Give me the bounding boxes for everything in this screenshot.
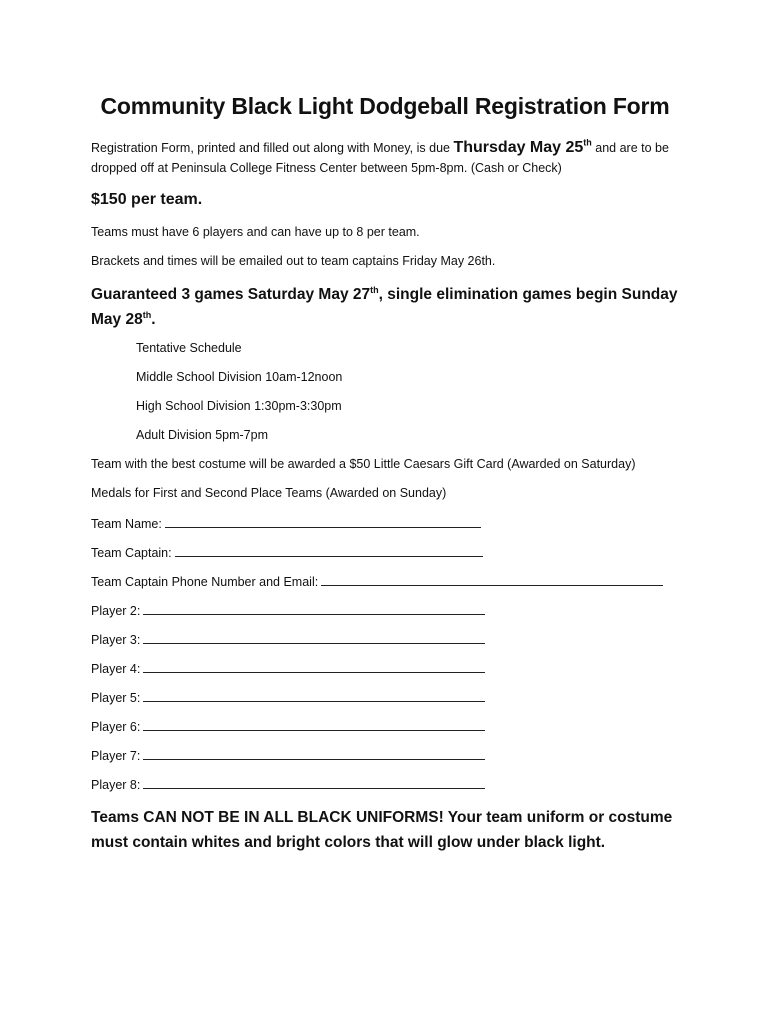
captain-contact-label: Team Captain Phone Number and Email: (91, 575, 319, 589)
captain-contact-blank[interactable] (321, 573, 663, 586)
uniform-warning: Teams CAN NOT BE IN ALL BLACK UNIFORMS! Your team uniform or costume must contain whites and bright colors that will glow under black light. (91, 809, 673, 851)
guarantee-heading: Guaranteed 3 games Saturday May 27th, single elimination games begin Sunday May 28th. (91, 284, 678, 328)
brackets-text: Brackets and times will be emailed out to team captains Friday May 26th. (91, 254, 496, 268)
player4-label: Player 4: (91, 662, 141, 676)
captain-contact-field[interactable] (91, 573, 663, 589)
player6-blank[interactable] (143, 718, 485, 731)
costume-award-text: Team with the best costume will be awarded a $50 Little Caesars Gift Card (Awarded on Saturday) (91, 457, 636, 471)
intro-text-2: and are to be dropped off at Peninsula College Fitness Center between 5pm-8pm. (Cash or Check) (91, 141, 669, 175)
player3-field[interactable] (91, 631, 485, 647)
player8-label: Player 8: (91, 778, 141, 792)
player5-blank[interactable] (143, 689, 485, 702)
team-captain-blank[interactable] (175, 544, 483, 557)
page-title: Community Black Light Dodgeball Registration Form (100, 93, 670, 119)
player4-blank[interactable] (143, 660, 485, 673)
player2-label: Player 2: (91, 604, 141, 618)
team-captain-label: Team Captain: (91, 546, 172, 560)
price-heading: $150 per team. (91, 191, 203, 208)
team-name-blank[interactable] (165, 515, 481, 528)
player6-label: Player 6: (91, 720, 141, 734)
schedule-heading: Tentative Schedule (136, 341, 242, 355)
player6-field[interactable] (91, 718, 485, 734)
player8-blank[interactable] (143, 776, 485, 789)
player8-field[interactable] (91, 776, 485, 792)
schedule-high-school: High School Division 1:30pm-3:30pm (136, 399, 342, 413)
schedule-middle-school: Middle School Division 10am-12noon (136, 370, 343, 384)
medals-text: Medals for First and Second Place Teams (Awarded on Sunday) (91, 486, 447, 500)
team-name-label: Team Name: (91, 517, 162, 531)
due-date: Thursday May 25th (453, 137, 592, 156)
player5-label: Player 5: (91, 691, 141, 705)
player4-field[interactable] (91, 660, 485, 676)
player3-blank[interactable] (143, 631, 485, 644)
team-captain-field[interactable] (91, 544, 483, 560)
player7-blank[interactable] (143, 747, 485, 760)
player7-label: Player 7: (91, 749, 141, 763)
intro-text-1: Registration Form, printed and filled out along with Money, is due (91, 141, 454, 155)
player7-field[interactable] (91, 747, 485, 763)
team-size-text: Teams must have 6 players and can have up to 8 per team. (91, 225, 420, 239)
player2-field[interactable] (91, 602, 485, 618)
player3-label: Player 3: (91, 633, 141, 647)
player5-field[interactable] (91, 689, 485, 705)
schedule-adult: Adult Division 5pm-7pm (136, 428, 268, 442)
team-name-field[interactable] (91, 515, 481, 531)
player2-blank[interactable] (143, 602, 485, 615)
intro-paragraph (91, 138, 691, 178)
